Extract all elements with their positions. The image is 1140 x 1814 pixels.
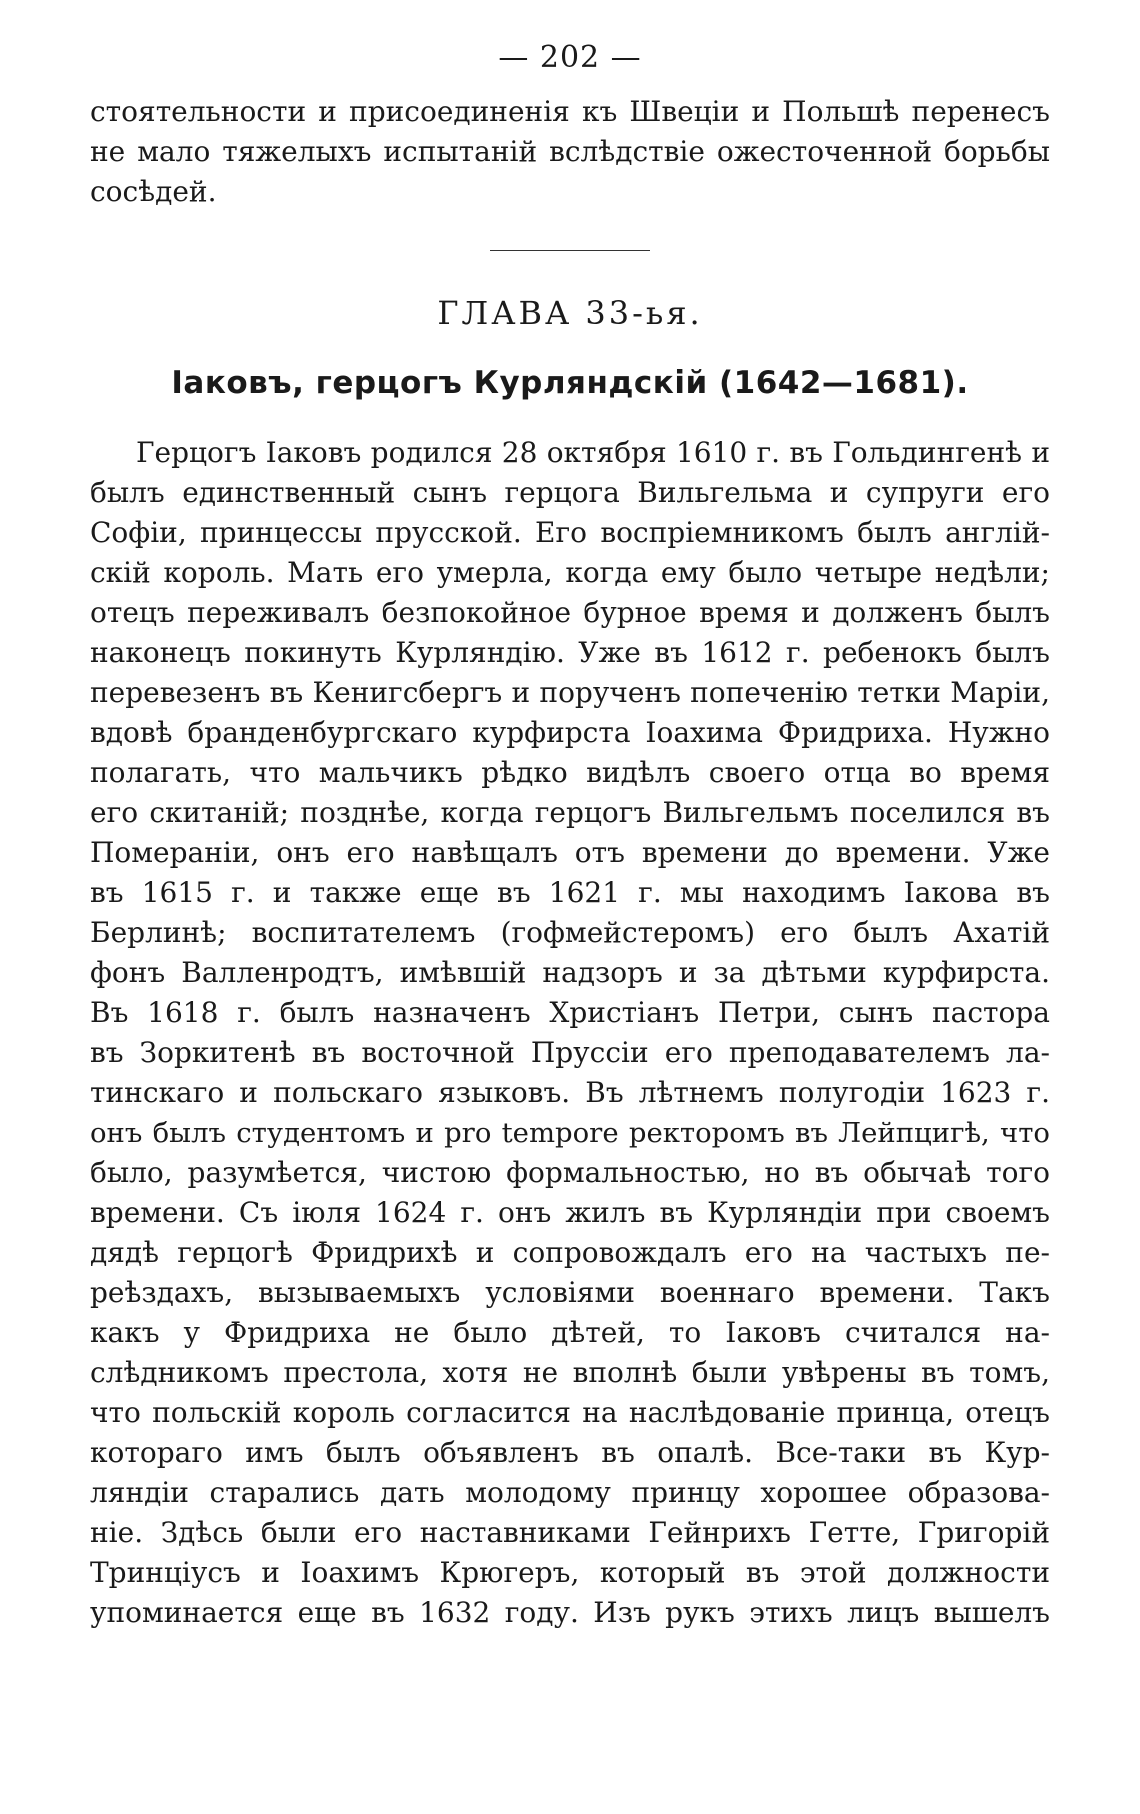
text-line: въ 1615 г. и также еще въ 1621 г. мы находимъ Іакова въ — [90, 876, 1050, 909]
text-line: фонъ Валленродтъ, имѣвшій надзоръ и за дѣтьми курфирста. — [90, 956, 1050, 989]
text-line: что польскій король согласится на наслѣдованіе принца, отецъ — [90, 1396, 1050, 1429]
text-line: было, разумѣется, чистою формальностью, но въ обычаѣ того — [90, 1156, 1050, 1189]
text-line: отецъ переживалъ безпокойное бурное время и долженъ былъ — [90, 596, 1050, 629]
text-line: тинскаго и польскаго языковъ. Въ лѣтнемъ полугодіи 1623 г. — [90, 1076, 1050, 1109]
chapter-title: ГЛАВА 33-ья. — [437, 294, 703, 332]
document-page — [90, 40, 1050, 1633]
page-number: — 202 — — [498, 40, 642, 75]
section-divider — [490, 250, 650, 251]
intro-paragraph — [90, 92, 1050, 212]
text-line: былъ единственный сынъ герцога Вильгельма и супруги его — [90, 476, 1050, 509]
text-line: реѣздахъ, вызываемыхъ условіями военнаго времени. Такъ — [90, 1276, 1050, 1309]
text-line: Помераніи, онъ его навѣщалъ отъ времени до времени. Уже — [90, 836, 1050, 869]
text-line: скій король. Мать его умерла, когда ему было четыре недѣли; — [90, 556, 1050, 589]
text-line: слѣдникомъ престола, хотя не вполнѣ были увѣрены въ томъ, — [90, 1356, 1050, 1389]
body-paragraph — [90, 433, 1050, 1633]
text-line: Тринціусъ и Іоахимъ Крюгеръ, который въ этой должности — [90, 1556, 1050, 1589]
text-line: Берлинѣ; воспитателемъ (гофмейстеромъ) его былъ Ахатій — [90, 916, 1050, 949]
text-line: котораго имъ былъ объявленъ въ опалѣ. Все-таки въ Кур- — [90, 1436, 1050, 1469]
text-line: какъ у Фридриха не было дѣтей, то Іаковъ считался на- — [90, 1316, 1050, 1349]
text-line: стоятельности и присоединенія къ Швеціи и Польшѣ перенесъ — [90, 95, 1050, 128]
text-line: онъ былъ студентомъ и pro tempore ректоромъ въ Лейпцигѣ, что — [90, 1117, 1050, 1149]
text-line: полагать, что мальчикъ рѣдко видѣлъ своего отца во время — [90, 756, 1050, 789]
text-line: времени. Съ іюля 1624 г. онъ жилъ въ Курляндіи при своемъ — [90, 1196, 1050, 1229]
text-line: Въ 1618 г. былъ назначенъ Христіанъ Петри, сынъ пастора — [90, 996, 1050, 1029]
text-line: упоминается еще въ 1632 году. Изъ рукъ этихъ лицъ вышелъ — [90, 1596, 1050, 1629]
section-heading: Іаковъ, герцогъ Курляндскій (1642—1681). — [171, 365, 969, 401]
text-line: ляндіи старались дать молодому принцу хорошее образова- — [90, 1476, 1050, 1509]
text-line: Софіи, принцессы прусской. Его воспріемникомъ былъ англій- — [90, 516, 1050, 549]
text-line: Герцогъ Іаковъ родился 28 октября 1610 г. въ Гольдингенѣ и — [136, 436, 1050, 469]
text-line: не мало тяжелыхъ испытаній вслѣдствіе ожесточенной борьбы — [90, 135, 1050, 168]
text-line: его скитаній; позднѣе, когда герцогъ Вильгельмъ поселился въ — [90, 796, 1050, 829]
text-line: въ Зоркитенѣ въ восточной Пруссіи его преподавателемъ ла- — [90, 1036, 1050, 1069]
text-line: сосѣдей. — [90, 175, 217, 208]
text-line: вдовѣ бранденбургскаго курфирста Іоахима Фридриха. Нужно — [90, 716, 1050, 749]
text-line: ніе. Здѣсь были его наставниками Гейнрихъ Гетте, Григорій — [90, 1516, 1050, 1549]
text-line: наконецъ покинуть Курляндію. Уже въ 1612 г. ребенокъ былъ — [90, 636, 1050, 669]
text-line: дядѣ герцогѣ Фридрихѣ и сопровождалъ его на частыхъ пе- — [90, 1236, 1050, 1269]
text-line: перевезенъ въ Кенигсбергъ и порученъ попеченію тетки Маріи, — [90, 676, 1050, 709]
